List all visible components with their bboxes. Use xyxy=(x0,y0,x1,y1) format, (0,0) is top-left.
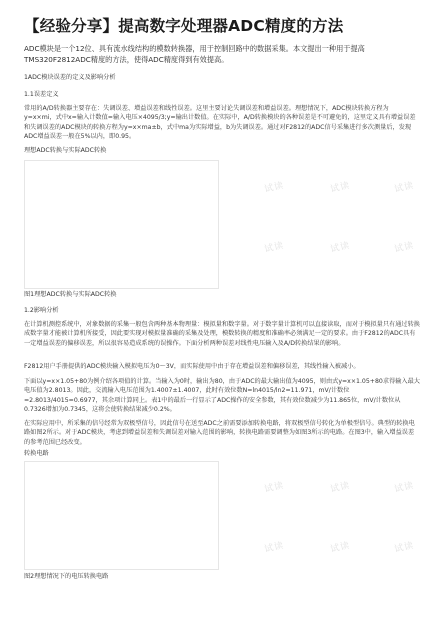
paragraph-input-range: F2812用户手册提供的ADC模块输入模拟电压为0～3V，而实际使用中由于存在增益误差和偏移误差，其线性输入被减小。 xyxy=(24,363,360,370)
watermark: 试读 xyxy=(263,240,286,255)
watermark: 试读 xyxy=(393,240,416,255)
watermark: 试读 xyxy=(393,480,416,495)
figure-1-label: 理想ADC转换与实际ADC转换 xyxy=(24,147,107,154)
watermark: 试读 xyxy=(329,480,352,495)
figure-1-image xyxy=(24,160,219,289)
page-title: 【经验分享】提高数字处理器ADC精度的方法 xyxy=(24,17,344,35)
figure-1-caption: 图1理想ADC转换与实际ADC转换 xyxy=(24,291,117,298)
paragraph-calculation: 下面以y=x×1.05+80为例介绍各项值的计算。当输入为0时，输出为80，由于ADC的最大输出值为4095，则由式y=x×1.05+80求得输入最大电压值为2.8013。因此，交流输入电压范围为1.4007±1.4007，此时有效位数N=ln4015/ln2=11.971，mV/计数位=2.8013/4015=0.6977，其余项计算同上。表1中的最后一行显示了ADC操作的安全参数，其有效位数减少为11.865位，mV/计数位从0.7326增加为0.7345，这将会使转换结果减少0.2%。 xyxy=(24,378,420,414)
subsection-heading-1-2: 1.2影响分析 xyxy=(24,307,59,314)
watermark: 试读 xyxy=(263,180,286,195)
watermark: 试读 xyxy=(393,180,416,195)
watermark: 试读 xyxy=(329,240,352,255)
figure-2-caption: 图2理想情况下的电压转换电路 xyxy=(24,573,109,580)
watermark: 试读 xyxy=(263,480,286,495)
paragraph-impact-analysis: 在计算机测控系统中，对象数据的采集一般包含两种基本物理量：模拟量和数字量。对于数字量计算机可以直接读取，而对于模拟量只有通过转换成数字量才能被计算机所接受，因此要实现对模拟量准确的采集及处理，模数转换的精度和准确率必须满足一定的要求。由于F2812的ADC具有一定增益误差的偏移误差，所以很容易造成系统的误操作。下面分析两种误差对线性电压输入及A/D转换结果的影响。 xyxy=(24,321,420,347)
subsection-heading-1-1: 1.1误差定义 xyxy=(24,91,59,98)
figure-2-label: 转换电路 xyxy=(24,450,49,457)
intro-paragraph: ADC模块是一个12位、具有流水线结构的模数转换器，用于控制回路中的数据采集。本文提出一种用于提高TMS320F2812ADC精度的方法，使得ADC精度得到有效提高。 xyxy=(24,44,365,64)
watermark: 试读 xyxy=(329,180,352,195)
watermark: 试读 xyxy=(393,540,416,555)
watermark: 试读 xyxy=(329,540,352,555)
section-heading-1: 1ADC模块误差的定义及影响分析 xyxy=(24,74,116,81)
watermark: 试读 xyxy=(263,540,286,555)
paragraph-error-definition: 常用的A/D转换器主要存在：失调误差、增益误差和线性误差。这里主要讨论失调误差和增益误差。理想情况下，ADC模块转换方程为y=x×mi，式中x=输入计数值=输入电压×4095/3;y=输出计数值。在实际中，A/D转换模块的各种误差是不可避免的，这里定义具有增益误差和失调误差的ADC模块的转换方程为y=x×ma±b，式中ma为实际增益，b为失调误差。通过对F2812的ADC信号采集进行多次测量后，发现ADC增益误差一般在5%以内，即0.95。 xyxy=(24,105,416,141)
paragraph-conversion-circuit: 在实际应用中，所采集的信号经常为双极型信号，因此信号在送至ADC之前需要添加转换电路，将双极型信号转化为单极型信号。典型的转换电路如图2所示。对于ADC模块，考虑到增益误差和失调误差对输入范围的影响，转换电路需要调整为如图3所示的电路。在图3中，输入增益误差的参考范围已经改变。 xyxy=(24,420,415,446)
figure-2-image xyxy=(24,461,219,570)
